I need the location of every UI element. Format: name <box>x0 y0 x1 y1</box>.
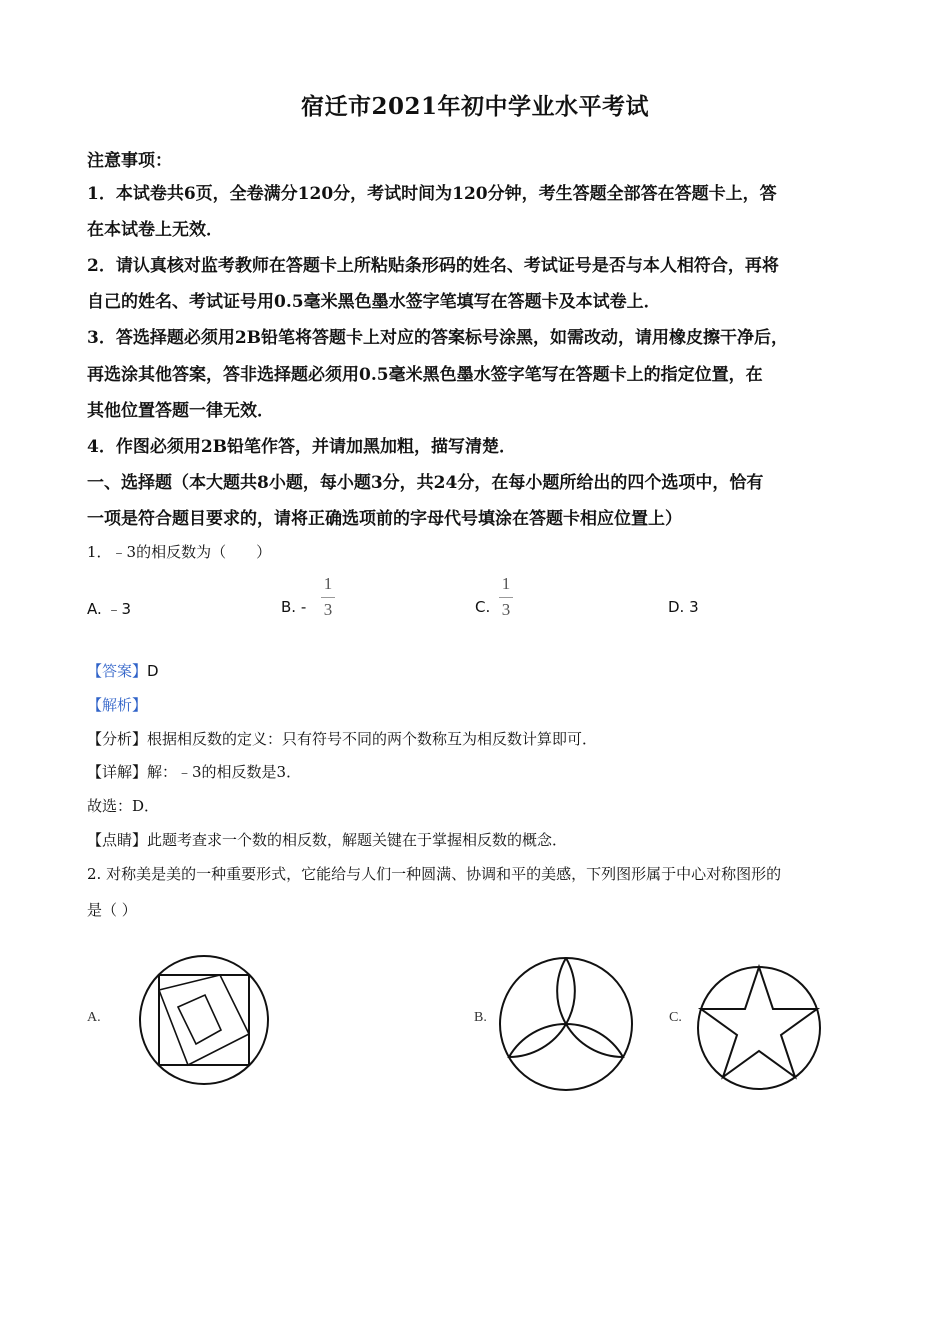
notice-line-4: 自己的姓名、考试证号用0.5毫米黑色墨水签字笔填写在答题卡及本试卷上． <box>87 292 661 312</box>
q1-xiangjie: 【详解】解：﹣3的相反数是3． <box>87 763 302 781</box>
q1-option-b-numerator: 1 <box>323 574 333 593</box>
answer-value: D <box>147 662 159 680</box>
q1-fenxi: 【分析】根据相反数的定义：只有符号不同的两个数称互为相反数计算即可． <box>87 730 598 748</box>
q1-answer <box>87 660 159 681</box>
q1-dianjing: 【点睛】此题考查求一个数的相反数，解题关键在于掌握相反数的概念． <box>87 831 568 849</box>
section-heading-line-2: 一项是符合题目要求的，请将正确选项前的字母代号填涂在答题卡相应位置上） <box>87 509 682 529</box>
notice-heading: 注意事项： <box>87 151 172 171</box>
q1-option-b: B. - <box>281 598 307 616</box>
notice-line-1: 1．本试卷共6页，全卷满分120分，考试时间为120分钟，考生答题全部答在答题卡上，答 <box>87 184 777 204</box>
q1-option-c: C. <box>475 598 491 616</box>
q1-option-c-denominator: 3 <box>501 600 511 619</box>
q2-figure-b <box>498 956 638 1096</box>
q2-figure-c <box>696 964 826 1094</box>
q1-option-c-fraction-bar <box>499 597 513 598</box>
section-heading-line-1: 一、选择题（本大题共8小题，每小题3分，共24分，在每小题所给出的四个选项中，恰有 <box>87 473 764 493</box>
notice-line-5: 3．答选择题必须用2B铅笔将答题卡上对应的答案标号涂黑，如需改动，请用橡皮擦干净后， <box>87 328 789 348</box>
notice-line-8: 4．作图必须用2B铅笔作答，并请加黑加粗，描写清楚． <box>87 437 517 457</box>
q2-stem-line-1: 2. 对称美是美的一种重要形式，它能给与人们一种圆满、协调和平的美感，下列图形属于中心对称图形的 <box>87 865 782 883</box>
notice-line-7: 其他位置答题一律无效． <box>87 401 274 421</box>
q1-analysis-tag: 【解析】 <box>87 696 148 714</box>
q1-option-c-numerator: 1 <box>501 574 511 593</box>
q1-guxuan: 故选：D． <box>87 797 160 815</box>
q2-figure-c-label: C. <box>669 1010 682 1025</box>
q2-figure-a-label: A. <box>87 1010 101 1025</box>
notice-line-3: 2．请认真核对监考教师在答题卡上所粘贴条形码的姓名、考试证号是否与本人相符合，再将 <box>87 256 779 276</box>
q2-stem-line-2: 是（ ） <box>87 901 137 919</box>
notice-line-2: 在本试卷上无效． <box>87 220 223 240</box>
q2-figure-a <box>134 950 274 1090</box>
answer-tag: 【答案】 <box>87 662 148 680</box>
q1-option-b-fraction-bar <box>321 597 335 598</box>
page-title: 宿迁市2021年初中学业水平考试 <box>300 93 649 120</box>
q1-stem: 1．﹣3的相反数为（ ） <box>87 543 272 561</box>
notice-line-6: 再选涂其他答案，答非选择题必须用0.5毫米黑色墨水签字笔写在答题卡上的指定位置，在 <box>87 365 763 385</box>
q1-option-d: D. 3 <box>668 598 699 616</box>
q2-figure-b-label: B. <box>474 1010 487 1025</box>
q1-option-b-denominator: 3 <box>323 600 333 619</box>
q1-option-a: A. ﹣3 <box>87 600 132 618</box>
